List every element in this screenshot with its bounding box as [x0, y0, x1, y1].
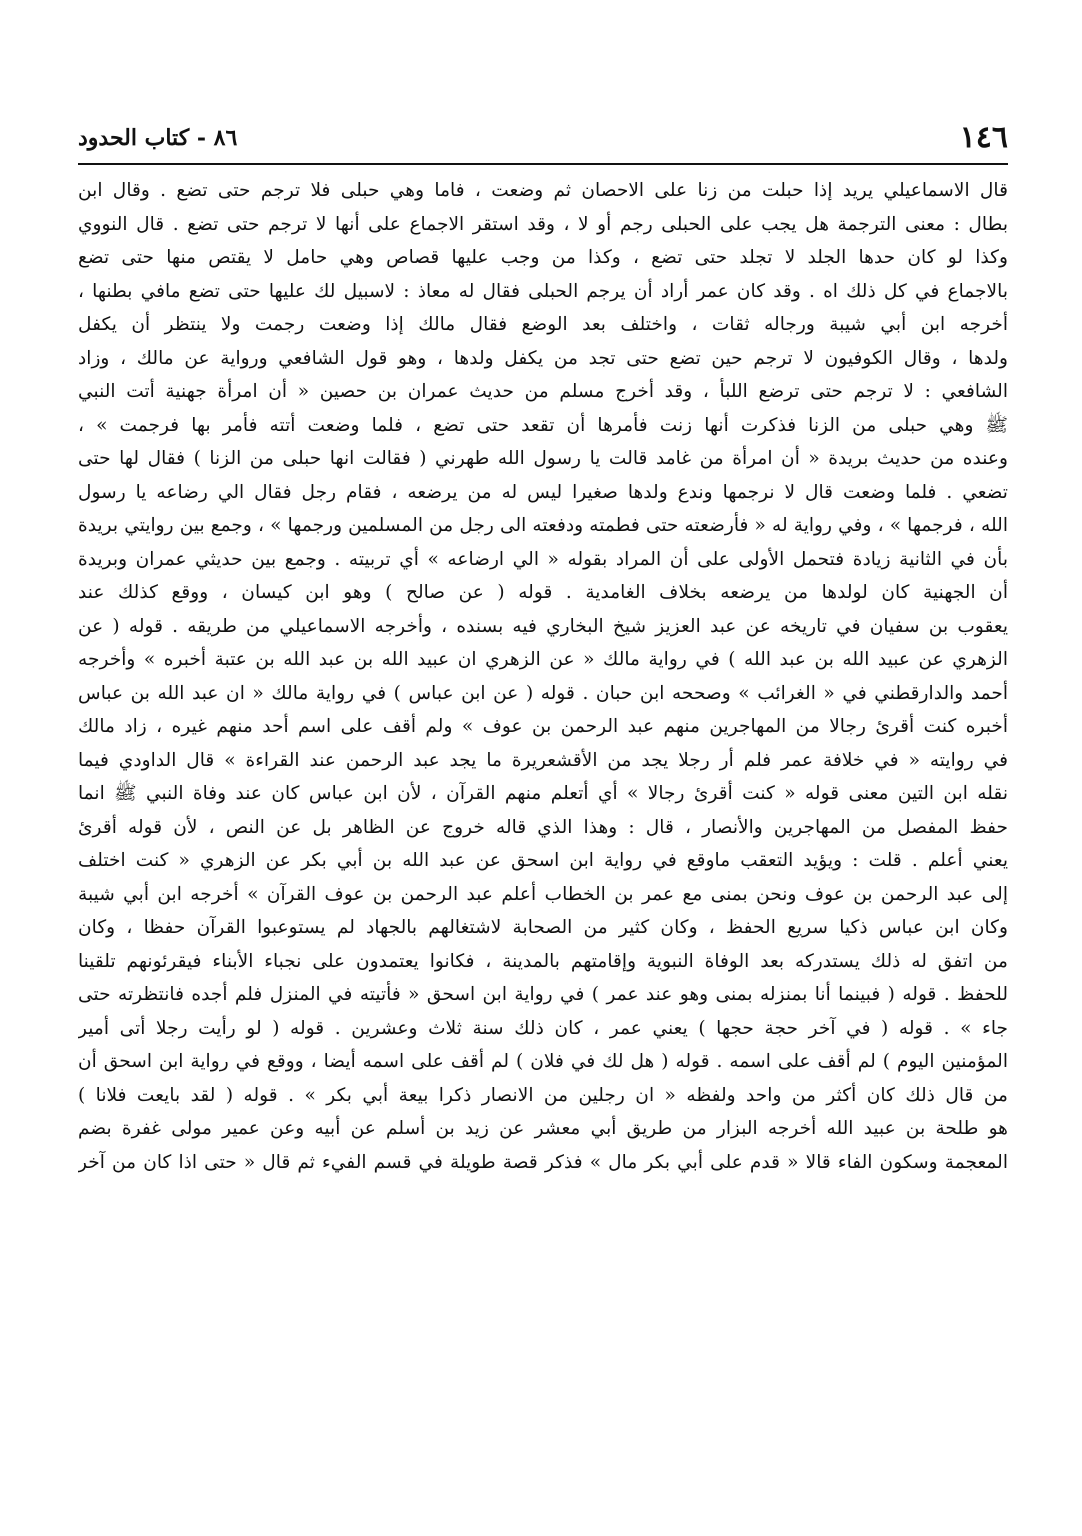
text-line: من قال ذلك كان أكثر من واحد ولفظه « ان رجلين من الانصار ذكرا بيعة أبي بكر » . قوله ( لقد بايعت فلانا ) — [78, 1084, 1008, 1106]
text-line: بالاجماع في كل ذلك اه . وقد كان عمر أراد أن يرجم الحبلى فقال له معاذ : لاسبيل لك عليها حتى تضع مافي بطنها ، — [78, 280, 1008, 302]
text-line: وعنده من حديث بريدة « أن امرأة من غامد قالت يا رسول الله طهرني ( فقالت انها حبلى من الزنا ) فقال لها حتى — [78, 448, 1008, 469]
text-line: أخرجه ابن أبي شيبة ورجاله ثقات ، واختلف بعد الوضع فقال مالك إذا وضعت رجمت ولا ينتظر أن يكفل — [78, 314, 1008, 335]
text-line: الزهري عن عبيد الله بن عبد الله ) في رواية مالك « عن الزهري ان عبيد الله بن عبد الله بن عتبة أخبره » وأخرجه — [78, 649, 1008, 670]
text-line: من اتفق له ذلك يستدركه بعد الوفاة النبوية وإقامتهم بالمدينة ، فكانوا يعتمدون على نجباء الأبناء فيقرئونهم تلقينا — [78, 950, 1008, 972]
text-line: وكذا لو كان حدها الجلد لا تجلد حتى تضع ، وكذا من وجب عليها قصاص وهي حامل لا يقتص منها حتى تضع — [78, 247, 1008, 268]
text-line: حفظ المفصل من المهاجرين والأنصار ، قال : وهذا الذي قاله خروج عن الظاهر بل عن النص ، لأن قوله أقرئ — [78, 816, 1008, 838]
text-line: للحفظ . قوله ( فبينما أنا بمنزله بمنى وهو عند عمر ) في رواية ابن اسحق « فأتيته في المنزل فلم أجده فانتظرته حتى — [78, 984, 1008, 1005]
text-line: هو طلحة بن عبيد الله أخرجه البزار من طريق أبي معشر عن زيد بن أسلم عن أبيه وعن عمير مولى غفرة بضم — [78, 1118, 1008, 1139]
page-number: ١٤٦ — [959, 120, 1008, 155]
text-line: جاء » . قوله ( في آخر حجة حجها ) يعني عمر ، كان ذلك سنة ثلاث وعشرين . قوله ( لو رأيت رجلا أتى أمير — [78, 1017, 1008, 1039]
text-line: بأن في الثانية زيادة فتحمل الأولى على أن المراد بقوله « الي ارضاعه » أي تربيته . وجمع بين حديثي عمران وبريدة — [78, 548, 1008, 570]
text-line: المؤمنين اليوم ) لم أقف على اسمه . قوله ( هل لك في فلان ) لم أقف على اسمه أيضا ، ووقع في رواية ابن اسحق أن — [78, 1051, 1008, 1072]
text-line: الله ، فرجمها » ، وفي رواية له « فأرضعته حتى فطمته ودفعته الى رجل من المسلمين ورجمها » ، وجمع بين روايتي بريدة — [78, 515, 1008, 536]
text-line: الشافعي : لا ترجم حتى ترضع اللبأ ، وقد أخرج مسلم من حديث عمران بن حصين « أن امرأة جهنية أتت النبي — [78, 381, 1008, 402]
text-line: أخبره كنت أقرئ رجالا من المهاجرين منهم عبد الرحمن بن عوف » ولم أقف على اسم أحد منهم غيره ، زاد مالك — [78, 716, 1008, 737]
header-rule — [78, 163, 1008, 165]
text-line: وكان ابن عباس ذكيا سريع الحفظ ، وكان كثير من الصحابة لاشتغالهم بالجهاد لم يستوعبوا القرآن حفظا ، وكان — [78, 917, 1008, 938]
text-line: ولدها ، وقال الكوفيون لا ترجم حين تضع حتى تجد من يكفل ولدها ، وهو قول الشافعي ورواية عن مالك ، وزاد — [78, 347, 1008, 369]
text-line: ﷺ وهي حبلى من الزنا فذكرت أنها زنت فأمرها أن تقعد حتى تضع ، فلما وضعت أتته فأمر بها فرجمت » ، — [78, 414, 1008, 436]
text-line: أن الجهنية كان لولدها من يرضعه بخلاف الغامدية . قوله ( عن صالح ) وهو ابن كيسان ، ووقع كذلك عند — [78, 582, 1008, 603]
text-line: المعجمة وسكون الفاء قالا « قدم على أبي بكر مال » فذكر قصة طويلة في قسم الفيء ثم قال « حتى اذا كان من آخر — [78, 1151, 1008, 1173]
text-line: تضعي . فلما وضعت قال لا نرجمها وندع ولدها صغيرا ليس له من يرضعه ، فقام رجل فقال الي رضاعه يا رسول — [78, 481, 1008, 503]
text-line: نقله ابن التين معنى قوله « كنت أقرئ رجالا » أي أتعلم منهم القرآن ، لأن ابن عباس كان عند وفاة النبي ﷺ انما — [78, 783, 1008, 804]
text-line: بطال : معنى الترجمة هل يجب على الحبلى رجم أو لا ، وقد استقر الاجماع على أنها لا ترجم حتى تضع . قال النووي — [78, 213, 1008, 235]
body-text — [78, 174, 1008, 1179]
text-line: قال الاسماعيلي يريد إذا حبلت من زنا على الاحصان ثم وضعت ، فاما وهي حبلى فلا ترجم حتى تضع . وقال ابن — [78, 180, 1008, 201]
text-line: إلى عبد الرحمن بن عوف ونحن بمنى مع عمر بن الخطاب أعلم عبد الرحمن بن عوف القرآن » أخرجه ابن أبي شيبة — [78, 883, 1008, 905]
text-line: في روايته « في خلافة عمر فلم أر رجلا يجد من الأقشعريرة ما يجد عبد الرحمن عند القراءة » قال الداودي فيما — [78, 749, 1008, 771]
running-title: ٨٦ - كتاب الحدود — [78, 125, 238, 151]
text-line: يعقوب بن سفيان في تاريخه عن عبد العزيز شيخ البخاري فيه بسنده ، وأخرجه الاسماعيلي من طريقه . قوله ( عن — [78, 615, 1008, 637]
text-line: أحمد والدارقطني في « الغرائب » وصححه ابن حبان . قوله ( عن ابن عباس ) في رواية مالك « ان عبد الله بن عباس — [78, 682, 1008, 704]
page-header — [78, 118, 1008, 158]
text-line: يعني أعلم . قلت : ويؤيد التعقب ماوقع في رواية ابن اسحق عن عبد الله بن أبي بكر عن الزهري « كنت اختلف — [78, 850, 1008, 871]
